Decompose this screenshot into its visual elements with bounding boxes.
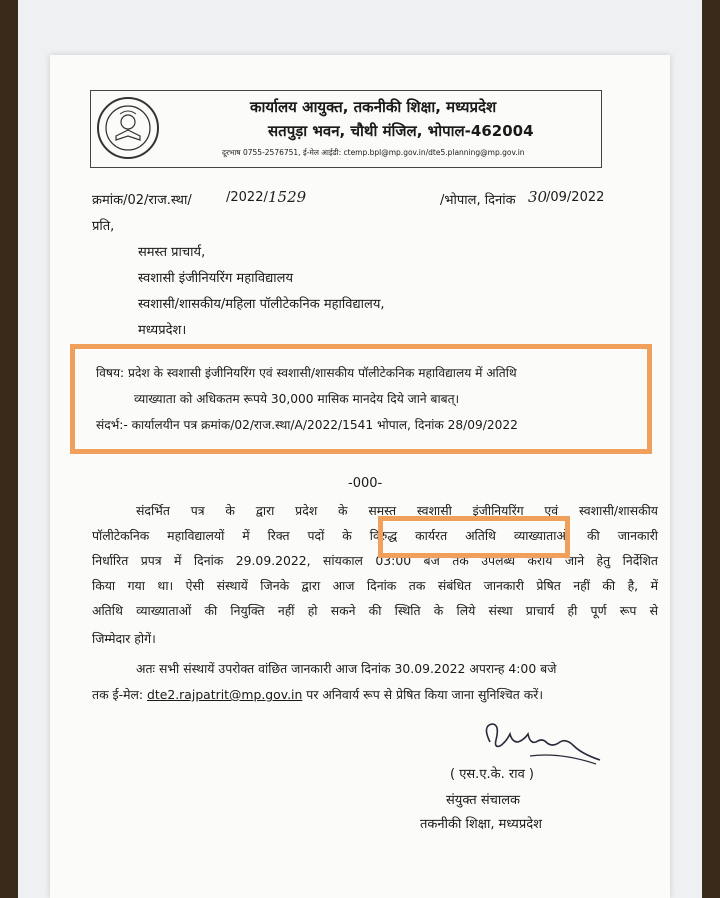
body-line: अतिथि व्याख्याताओं की नियुक्ति नहीं हो सकने की स्थिति के लिये संस्था प्राचार्य ही पूर्ण रूप से (92, 603, 658, 618)
seal-icon (96, 96, 160, 160)
signatory-designation: संयुक्त संचालक (446, 793, 521, 808)
body-line: संदर्भित पत्र के द्वारा प्रदेश के समस्त स्वशासी इंजीनियरिंग एवं स्वशासी/शासकीय (136, 503, 658, 518)
addressee-line: मध्यप्रदेश। (138, 323, 187, 338)
body-line: जिम्मेदार होगें। (92, 631, 156, 646)
addressee-line: स्वशासी/शासकीय/महिला पॉलीटेकनिक महाविद्यालय, (138, 297, 385, 312)
addressee-line: स्वशासी इंजीनियरिंग महाविद्यालय (138, 271, 293, 286)
ref-date-suffix: /09/2022 (546, 190, 605, 205)
body-line: किया गया था। ऐसी संस्थायें जिनके द्वारा आज दिनांक तक संबंधित जानकारी प्रेषित नहीं की है, में (92, 578, 658, 593)
signatory-name: ( एस.ए.के. राव ) (450, 767, 534, 782)
phrase-highlight-box (378, 516, 570, 558)
separator: -000- (348, 476, 383, 491)
signatory-department: तकनीकी शिक्षा, मध्यप्रदेश (420, 817, 542, 832)
subject-reference: संदर्भ:- कार्यालयीन पत्र क्रमांक/02/राज.स्था/A/2022/1541 भोपाल, दिनांक 28/09/2022 (96, 418, 518, 432)
subject-line1: विषय: प्रदेश के स्वशासी इंजीनियरिंग एवं स्वशासी/शासकीय पॉलीटेकनिक महाविद्यालय में अतिथि (96, 366, 517, 380)
subject-line2: व्याख्याता को अधिकतम रूपये 30,000 मासिक मानदेय दिये जाने बाबत्। (134, 392, 460, 406)
body-p2-prefix: तक ई-मेल: (92, 687, 144, 702)
body-line: पॉलीटेकनिक महाविद्यालयों में रिक्त पदों के विरुद्ध कार्यरत अतिथि व्याख्याताओं की जानकारी (92, 528, 658, 543)
ref-number-year: /2022/ (226, 190, 268, 205)
prati-label: प्रति, (92, 219, 115, 234)
email-link[interactable]: dte2.rajpatrit@mp.gov.in (147, 687, 303, 702)
addressee-line: समस्त प्राचार्य, (138, 245, 206, 260)
body-p2-suffix: पर अनिवार्य रूप से प्रेषित किया जाना सुनिश्चित करें। (306, 687, 544, 702)
ref-place-date-prefix: /भोपाल, दिनांक (440, 193, 516, 208)
ref-number-prefix: क्रमांक/02/राज.स्था/ (92, 193, 192, 208)
body-p2-line2 (92, 686, 543, 703)
body-line: निर्धारित प्रपत्र में दिनांक 29.09.2022, सांयकाल 03:00 बजे तक उपलब्ध कराये जाने हेतु निर्देशित (92, 553, 658, 568)
ref-number-handwritten: 1529 (268, 188, 307, 206)
letterhead-contact: दूरभाष 0755-2576751, ई-मेल आईडी: ctemp.bpl@mp.gov.in/dte5.planning@mp.gov.in (222, 148, 525, 157)
letterhead-address: सतपुड़ा भवन, चौथी मंजिल, भोपाल-462004 (268, 122, 534, 140)
body-p2-line1: अतः सभी संस्थायें उपरोक्त वांछित जानकारी आज दिनांक 30.09.2022 अपरान्ह 4:00 बजे (136, 661, 557, 676)
letterhead-office: कार्यालय आयुक्त, तकनीकी शिक्षा, मध्यप्रदेश (250, 98, 497, 116)
ref-date-handwritten: 30 (528, 188, 548, 206)
